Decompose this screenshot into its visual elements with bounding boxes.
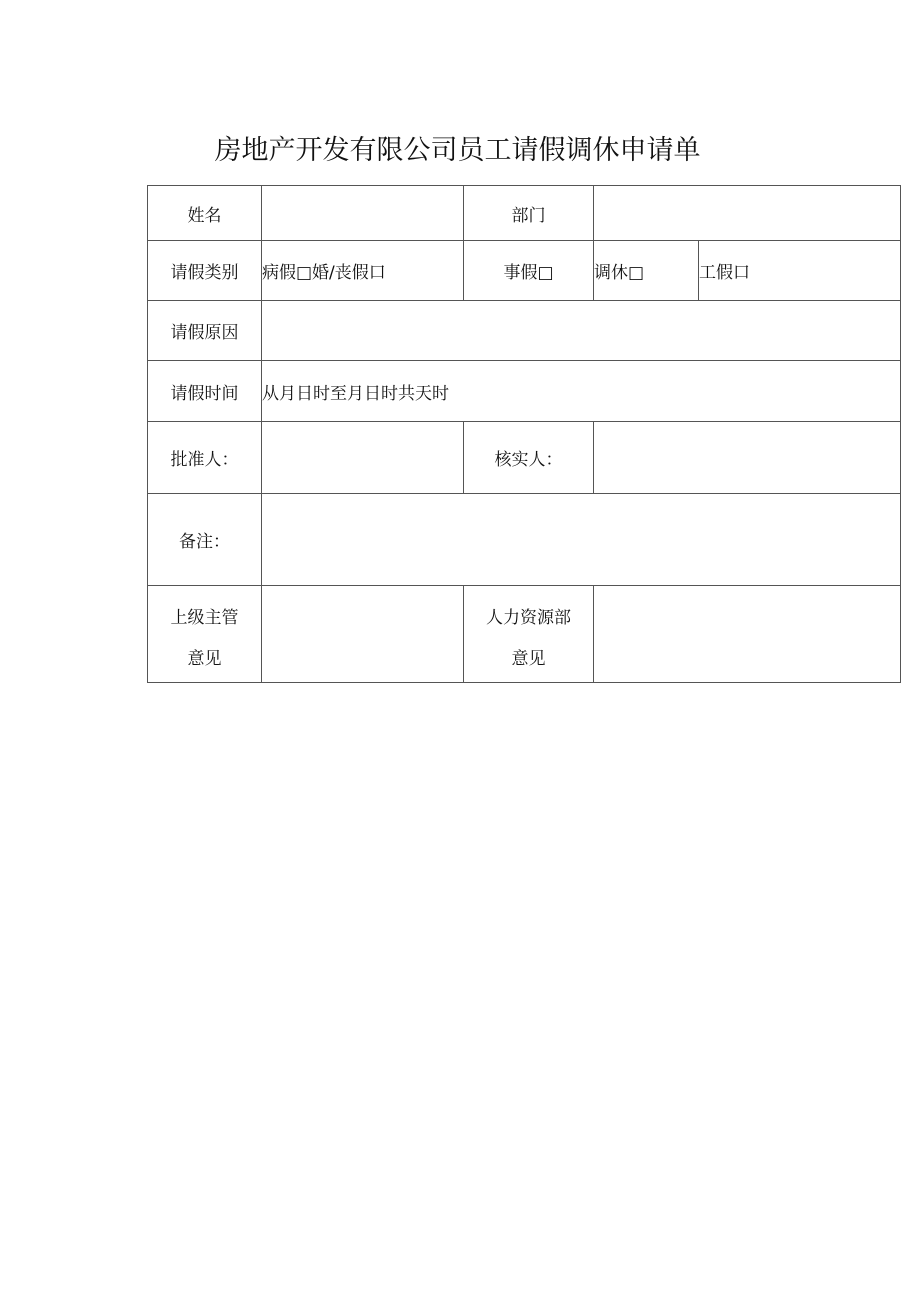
row-approver-verifier [148,422,901,494]
leave-type-work-injury-option[interactable]: 工假口 [699,241,901,301]
row-leave-type [148,241,901,301]
remarks-label: 备注： [148,494,262,586]
row-name-department [148,186,901,241]
name-field[interactable] [262,186,464,241]
hr-opinion-field[interactable] [594,586,901,683]
leave-application-form [147,185,901,683]
leave-time-field[interactable]: 从月日时至月日时共天时 [262,361,901,422]
leave-type-compensatory-option[interactable]: 调休□ [594,241,699,301]
row-leave-reason [148,301,901,361]
supervisor-opinion-label-line1: 上级主管 [170,608,239,628]
leave-reason-label: 请假原因 [148,301,262,361]
supervisor-opinion-label-line2: 意见 [187,649,222,669]
leave-type-sick-marriage-funeral-option[interactable]: 病假□婚/丧假口 [262,241,464,301]
leave-reason-field[interactable] [262,301,901,361]
supervisor-opinion-label [148,586,262,683]
supervisor-opinion-field[interactable] [262,586,464,683]
department-field[interactable] [594,186,901,241]
approver-field[interactable] [262,422,464,494]
row-opinions [148,586,901,683]
row-leave-time [148,361,901,422]
hr-opinion-label-line2: 意见 [511,649,546,669]
hr-opinion-label [464,586,594,683]
remarks-field[interactable] [262,494,901,586]
verifier-label: 核实人： [464,422,594,494]
verifier-field[interactable] [594,422,901,494]
approver-label: 批准人： [148,422,262,494]
leave-type-label: 请假类别 [148,241,262,301]
hr-opinion-label-line1: 人力资源部 [486,608,571,628]
department-label: 部门 [464,186,594,241]
row-remarks [148,494,901,586]
page-title: 房地产开发有限公司员工请假调休申请单 [214,135,701,166]
leave-type-personal-option[interactable]: 事假□ [464,241,594,301]
name-label: 姓名 [148,186,262,241]
leave-time-label: 请假时间 [148,361,262,422]
